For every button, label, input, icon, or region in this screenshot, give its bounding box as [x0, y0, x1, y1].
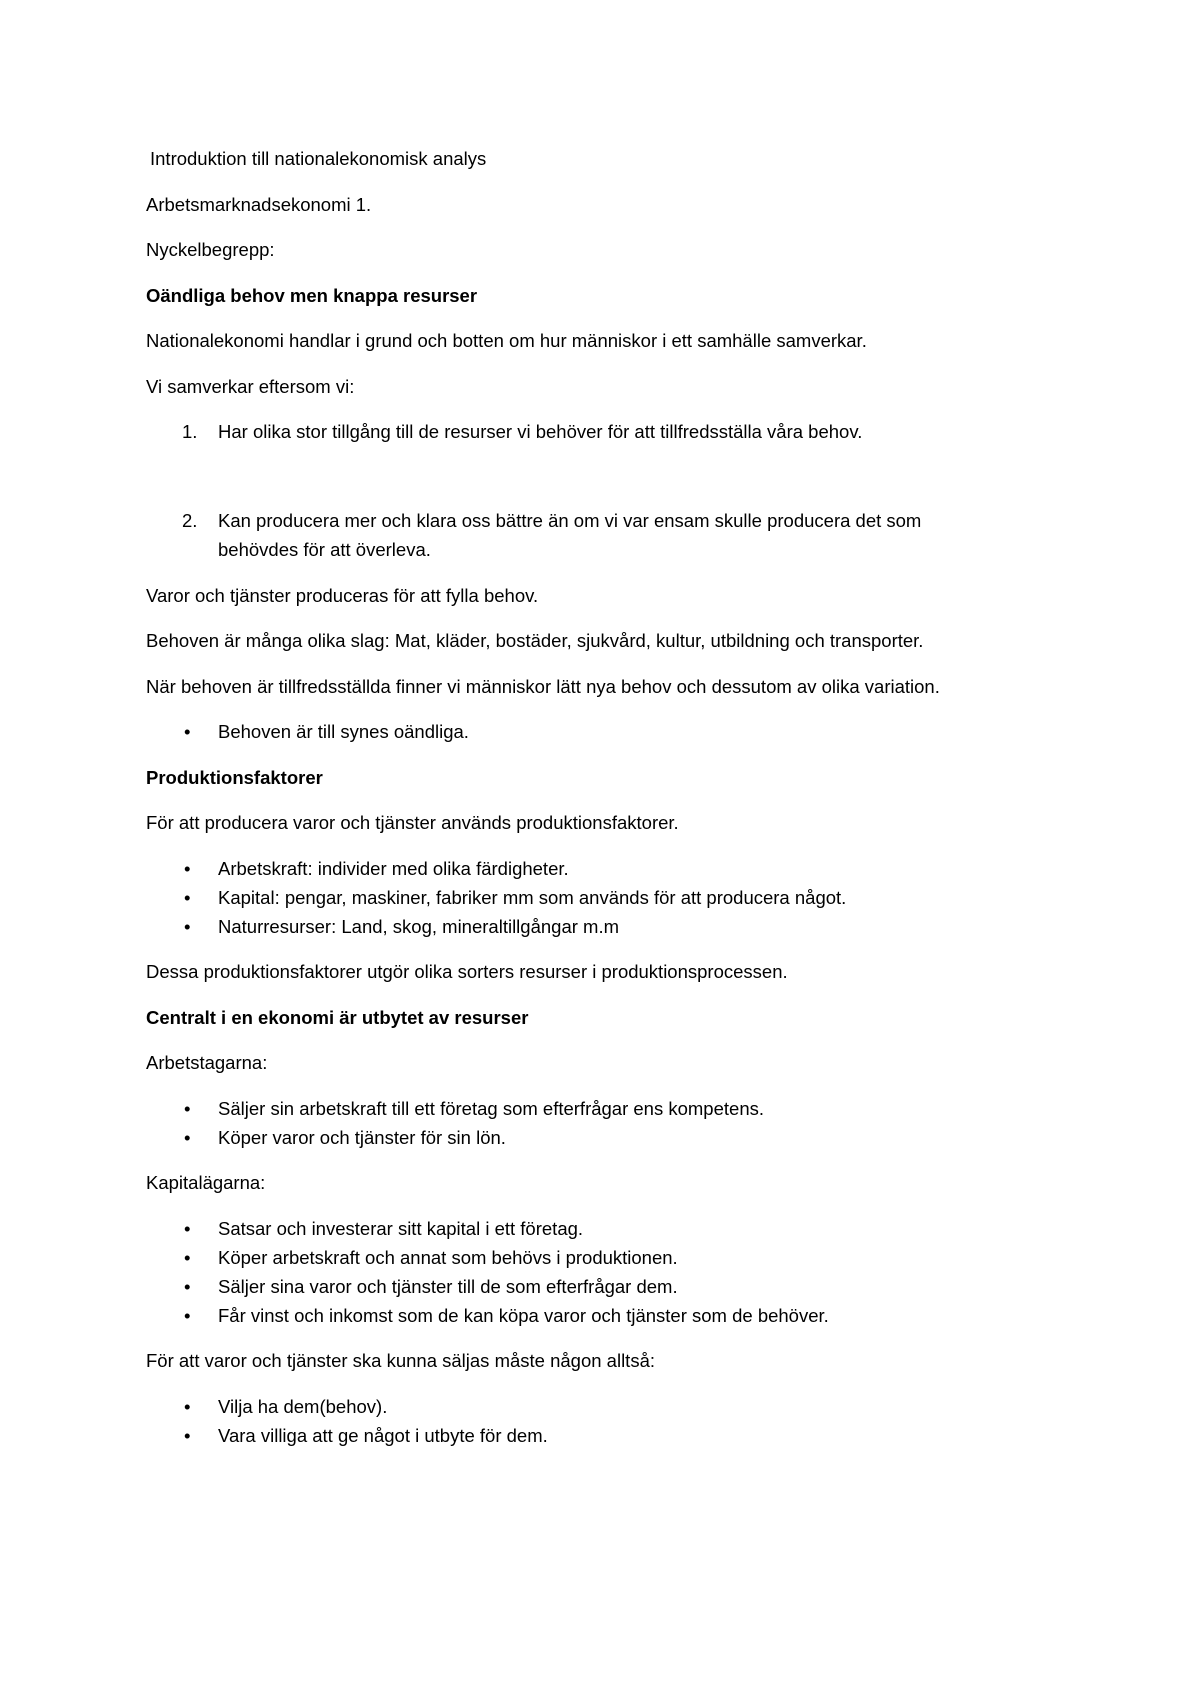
- bullet-list: [146, 854, 1046, 941]
- document-body: [146, 144, 1046, 1466]
- document-title: Introduktion till nationalekonomisk analys: [150, 148, 487, 169]
- key-terms-label: Nyckelbegrepp:: [146, 239, 275, 260]
- list-number: 2.: [182, 510, 198, 531]
- bullet-item: • Köper varor och tjänster för sin lön.: [146, 1123, 1046, 1152]
- numbered-list-item: [146, 417, 1046, 446]
- paragraph: Varor och tjänster produceras för att fylla behov.: [146, 584, 539, 606]
- list-intro: Vi samverkar eftersom vi:: [146, 375, 355, 397]
- bullet-item: • Vilja ha dem(behov).: [146, 1392, 1046, 1421]
- bullet-item: • Kapital: pengar, maskiner, fabriker mm som används för att producera något.: [146, 883, 1046, 912]
- section-heading-resource-exchange: Centralt i en ekonomi är utbytet av resurser: [146, 1006, 529, 1028]
- bullet-item: • Arbetskraft: individer med olika färdigheter.: [146, 854, 1046, 883]
- numbered-list: [146, 417, 1046, 564]
- section-heading-production-factors: Produktionsfaktorer: [146, 766, 323, 788]
- list-item-text: Har olika stor tillgång till de resurser vi behöver för att tillfredsställa våra behov.: [218, 421, 863, 442]
- list-number: 1.: [182, 421, 198, 442]
- paragraph: När behoven är tillfredsställda finner vi människor lätt nya behov och dessutom av olika variation.: [146, 675, 940, 697]
- bullet-item: • Köper arbetskraft och annat som behövs i produktionen.: [146, 1243, 1046, 1272]
- bullet-item: • Vara villiga att ge något i utbyte för dem.: [146, 1421, 1046, 1450]
- bullet-list: [146, 717, 1046, 746]
- paragraph: Nationalekonomi handlar i grund och botten om hur människor i ett samhälle samverkar.: [146, 330, 867, 351]
- paragraph: Dessa produktionsfaktorer utgör olika sorters resurser i produktionsprocessen.: [146, 961, 788, 982]
- bullet-item: • Får vinst och inkomst som de kan köpa varor och tjänster som de behöver.: [146, 1301, 1046, 1330]
- paragraph: För att producera varor och tjänster används produktionsfaktorer.: [146, 812, 679, 833]
- paragraph: Behoven är många olika slag: Mat, kläder, bostäder, sjukvård, kultur, utbildning och transporter.: [146, 630, 924, 651]
- bullet-item: • Naturresurser: Land, skog, mineraltillgångar m.m: [146, 912, 1046, 941]
- list-item-text-line: Kan producera mer och klara oss bättre än om vi var ensam skulle producera det som: [218, 510, 922, 531]
- bullet-list: [146, 1214, 1046, 1330]
- owners-label: Kapitalägarna:: [146, 1172, 266, 1193]
- document-subtitle: Arbetsmarknadsekonomi 1.: [146, 193, 372, 215]
- bullet-item: • Säljer sin arbetskraft till ett företag som efterfrågar ens kompetens.: [146, 1094, 1046, 1123]
- list-item-text-line: behövdes för att överleva.: [218, 539, 431, 560]
- workers-label: Arbetstagarna:: [146, 1052, 268, 1073]
- bullet-list: [146, 1094, 1046, 1152]
- paragraph: För att varor och tjänster ska kunna säljas måste någon alltså:: [146, 1350, 656, 1371]
- numbered-list-item: [146, 506, 1046, 564]
- bullet-item: • Satsar och investerar sitt kapital i ett företag.: [146, 1214, 1046, 1243]
- bullet-list: [146, 1392, 1046, 1450]
- bullet-item: • Säljer sina varor och tjänster till de som efterfrågar dem.: [146, 1272, 1046, 1301]
- section-heading-infinite-needs: Oändliga behov men knappa resurser: [146, 284, 478, 306]
- bullet-item: • Behoven är till synes oändliga.: [146, 717, 1046, 746]
